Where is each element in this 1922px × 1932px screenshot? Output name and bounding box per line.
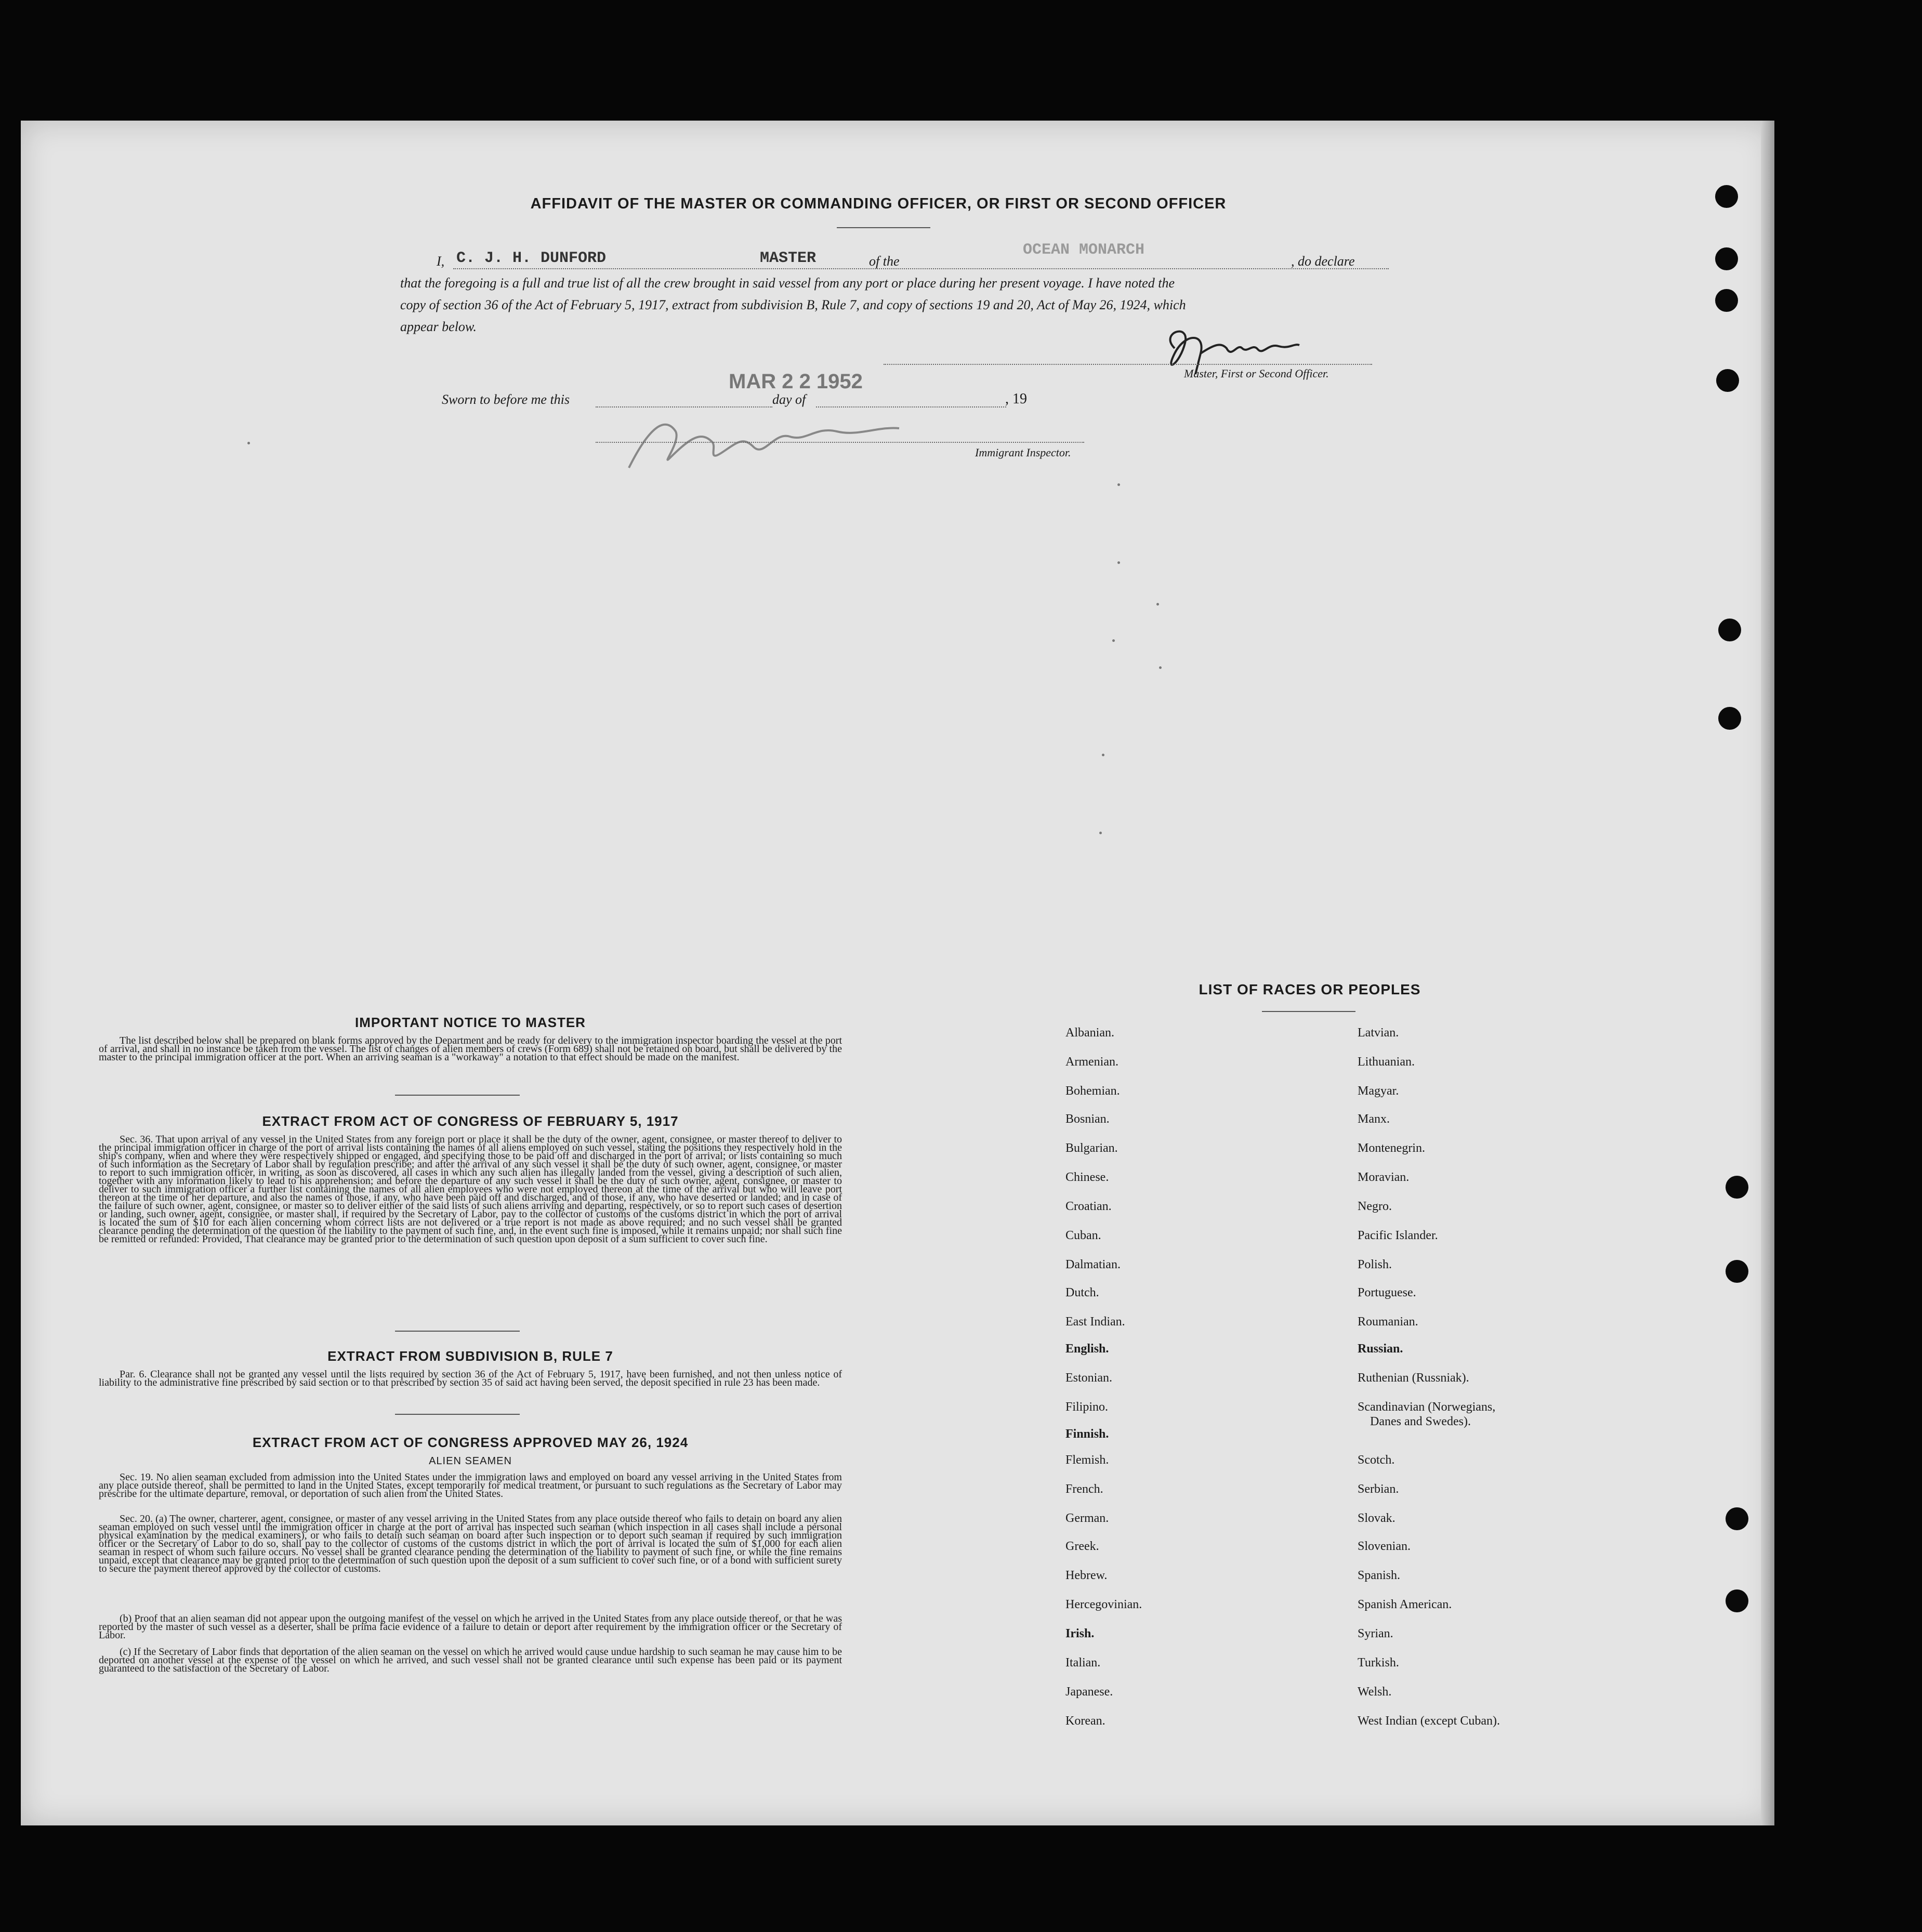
affidavit-line-3: copy of section 36 of the Act of February 5, 1917, extract from subdivision B, Rule 7, and copy of sections 19 and 20, Act of May 26, 1924, which <box>400 297 1186 312</box>
extract-rule7-divider <box>395 1414 520 1415</box>
race-item: Portuguese. <box>1358 1286 1416 1299</box>
punch-hole <box>1716 369 1739 392</box>
races-divider <box>1262 1011 1355 1012</box>
race-item: West Indian (except Cuban). <box>1358 1714 1500 1728</box>
vessel-name-field: OCEAN MONARCH <box>1023 241 1145 259</box>
affidavit-pronoun: I, <box>437 254 445 269</box>
of-the-label: of the <box>869 254 900 269</box>
signer-caption: Master, First or Second Officer. <box>1184 367 1329 380</box>
race-item: Bohemian. <box>1065 1084 1120 1098</box>
paper-speck <box>1102 754 1104 756</box>
paper-speck <box>1099 832 1102 834</box>
races-title: LIST OF RACES OR PEOPLES <box>1199 981 1421 997</box>
race-item: Latvian. <box>1358 1026 1399 1040</box>
race-item: Moravian. <box>1358 1171 1410 1184</box>
notice-body: The list described below shall be prepared on blank forms approved by the Department and be ready for delivery to the immigration inspector boarding the vessel at the port of arrival, and shall in no instance be taken from the vessel. The list of changes of alien members of crews (Form 689) shall not be retained on board, but shall be delivered by the master to the principal immigration officer at the port. When an arriving seaman is a "workaway" a notation to that effect should be made on the manifest. <box>99 1035 842 1063</box>
do-declare-label: , do declare <box>1291 254 1355 269</box>
race-item: Roumanian. <box>1358 1315 1418 1329</box>
race-item: Slovak. <box>1358 1512 1396 1525</box>
race-item: Welsh. <box>1358 1685 1392 1699</box>
race-item: Serbian. <box>1358 1482 1399 1496</box>
paper-speck <box>1156 603 1159 606</box>
race-item: Polish. <box>1358 1258 1392 1271</box>
race-item: Magyar. <box>1358 1084 1399 1098</box>
rank-field: MASTER <box>760 249 817 267</box>
punch-hole <box>1715 185 1738 208</box>
affidavit-line-4: appear below. <box>400 319 477 334</box>
race-item: Montenegrin. <box>1358 1141 1425 1155</box>
race-item: Slovenian. <box>1358 1540 1411 1553</box>
race-item: Irish. <box>1065 1627 1095 1640</box>
date-stamp: MAR 2 2 1952 <box>729 370 863 393</box>
race-item: Scandinavian (Norwegians, <box>1358 1400 1496 1414</box>
race-item: Filipino. <box>1065 1400 1109 1414</box>
extract-1917-title: EXTRACT FROM ACT OF CONGRESS OF FEBRUARY 5, 1917 <box>262 1113 679 1129</box>
sworn-label: Sworn to before me this <box>442 392 570 407</box>
day-of-label: day of <box>772 392 806 407</box>
race-item: Lithuanian. <box>1358 1055 1415 1069</box>
race-item: Negro. <box>1358 1200 1392 1213</box>
title-divider <box>837 227 930 228</box>
extract-1917-body: Sec. 36. That upon arrival of any vessel in the United States from any foreign port or place it shall be the duty of the owner, agent, consignee, or master thereof to deliver to the principal immigration officer in charge of the port of arrival lists containing the names of all aliens employed on such vessel, stating the positions they respectively hold in the ship's company, when and where they were respectively shipped or engaged, and specifying those to be paid off and discharged in the port of arrival; or lists containing so much of such information as the Secretary of Labor shall by regulation prescribe; and after the arrival of any such vessel it shall be the duty of such owner, agent, consignee, or master to report to such immigration officer, in writing, as soon as discovered, all cases in which any such alien has illegally landed from the vessel, giving a description of such alien, together with any information likely to lead to his apprehension; and before the departure of any such vessel it shall be the duty of such owner, agent, consignee, or master to deliver to such immigration officer a further list containing the names of all alien employees who were not employed thereon at the time of the arrival but who will leave port thereon at the time of her departure, and also the names of those, if any, who have been paid off and discharged, and of those, if any, who have deserted or landed; and in case of the failure of such owner, agent, consignee, or master so to deliver either of the said lists of such aliens arriving and departing, respectively, or so to report such cases of desertion or landing, such owner, agent, consignee, or master shall, if required by the Secretary of Labor, pay to the collector of customs of the customs district in which the port of arrival is located the sum of $10 for each alien concerning whom correct lists are not delivered or a true report is not made as above required; and no such vessel shall be granted clearance pending the determination of the question of the liability to the payment of such fine, and, in the event such fine is imposed, while it remains unpaid; nor shall such fine be remitted or refunded: Provided, That clearance may be granted prior to the determination of such question upon deposit of a sum sufficient to cover such fine. <box>99 1134 842 1245</box>
race-item: Greek. <box>1065 1540 1099 1553</box>
inspector-dotted-line <box>596 442 1084 443</box>
extract-1924-title: EXTRACT FROM ACT OF CONGRESS APPROVED MAY 26, 1924 <box>252 1435 689 1450</box>
race-item: French. <box>1065 1482 1103 1496</box>
race-item: Chinese. <box>1065 1171 1109 1184</box>
extract-1924-sec20c: (c) If the Secretary of Labor finds that deportation of the alien seaman on the vessel on which he arrived would cause undue hardship to such seaman he may cause him to be deported on another vessel at the expense of the vessel on which he arrived, and such vessel shall not be granted clearance until such expense has been paid or its payment guaranteed to the satisfaction of the Secretary of Labor. <box>99 1646 842 1674</box>
affidavit-line-2: that the foregoing is a full and true list of all the crew brought in said vessel from any port or place during her present voyage. I have noted the <box>400 275 1175 291</box>
extract-1924-sec20a: Sec. 20. (a) The owner, charterer, agent, consignee, or master of any vessel arriving in the United States from any place outside thereof who fails to detain on board any alien seaman employed on such vessel until the immigration officer in charge at the port of arrival has inspected such seaman (which inspection in all cases shall include a personal physical examination by the medical examiners), or who fails to detain such seaman on board after such inspection or to deport such seaman if required by such immigration officer or the Secretary of Labor to do so, shall pay to the collector of customs of the customs district in which the port of arrival is located the sum of $1,000 for each alien seaman in respect of whom such failure occurs. No vessel shall be granted clearance pending the determination of the liability to payment of such fine, or while the fine remains unpaid, except that clearance may be granted prior to the determination of such question upon the deposit of a sum sufficient to cover such fine, or of a bond with sufficient surety to secure the payment thereof approved by the collector of customs. <box>99 1513 842 1574</box>
race-item: Hercegovinian. <box>1065 1598 1142 1611</box>
paper-speck <box>1117 561 1120 564</box>
race-item: Dutch. <box>1065 1286 1099 1299</box>
punch-hole <box>1726 1260 1748 1283</box>
inspector-caption: Immigrant Inspector. <box>975 446 1071 459</box>
punch-hole <box>1726 1176 1748 1199</box>
race-item: Manx. <box>1358 1112 1390 1126</box>
paper-speck <box>247 442 250 444</box>
race-item: Cuban. <box>1065 1229 1101 1242</box>
race-item: English. <box>1065 1342 1109 1356</box>
punch-hole <box>1715 289 1738 312</box>
paper-speck <box>1112 639 1115 642</box>
punch-hole <box>1718 619 1741 641</box>
race-item: Estonian. <box>1065 1371 1112 1385</box>
name-dotted-line <box>453 268 1389 269</box>
extract-1924-sec19: Sec. 19. No alien seaman excluded from admission into the United States under the immigration laws and employed on board any vessel arriving in the United States from any place outside thereof, shall be permitted to land in the United States, except temporarily for medical treatment, or pursuant to such regulations as the Secretary of Labor may prescribe for the ultimate departure, removal, or deportation of such alien from the United States. <box>99 1471 842 1500</box>
master-name-field: C. J. H. DUNFORD <box>456 249 607 267</box>
paper-speck <box>1117 483 1120 486</box>
race-item: Dalmatian. <box>1065 1258 1121 1271</box>
punch-hole <box>1726 1589 1748 1612</box>
year-label: , 19 <box>1005 391 1027 407</box>
affidavit-title: AFFIDAVIT OF THE MASTER OR COMMANDING OFFICER, OR FIRST OR SECOND OFFICER <box>530 195 1227 212</box>
race-item: Scotch. <box>1358 1453 1395 1467</box>
punch-hole <box>1715 247 1738 270</box>
race-item: Flemish. <box>1065 1453 1109 1467</box>
race-item: German. <box>1065 1512 1109 1525</box>
race-item: Croatian. <box>1065 1200 1112 1213</box>
race-item: Spanish. <box>1358 1569 1401 1582</box>
race-item: Russian. <box>1358 1342 1403 1356</box>
race-item: Ruthenian (Russniak). <box>1358 1371 1469 1385</box>
race-item: Bulgarian. <box>1065 1141 1118 1155</box>
race-item: Syrian. <box>1358 1627 1393 1640</box>
race-item: Korean. <box>1065 1714 1105 1728</box>
extract-1924-subtitle: ALIEN SEAMEN <box>429 1455 512 1467</box>
paper-speck <box>1159 666 1162 669</box>
race-item: Italian. <box>1065 1656 1101 1670</box>
race-item: Danes and Swedes). <box>1370 1415 1471 1428</box>
notice-title: IMPORTANT NOTICE TO MASTER <box>355 1015 586 1030</box>
extract-rule7-body: Par. 6. Clearance shall not be granted any vessel until the lists required by section 36 of the Act of February 5, 1917, have been furnished, and not then unless notice of liability to the administrative fine prescribed by said section or to that prescribed by section 35 of said act having been served, the deposit specified in rule 23 has been made. <box>99 1369 842 1388</box>
race-item: East Indian. <box>1065 1315 1125 1329</box>
inspector-signature <box>618 405 910 483</box>
race-item: Armenian. <box>1065 1055 1118 1069</box>
extract-1924-sec20b: (b) Proof that an alien seaman did not appear upon the outgoing manifest of the vessel on which he arrived in the United States from any place outside thereof, or that he was reported by the master of such vessel as a deserter, shall be prima facie evidence of a failure to detain or deport after requirement by the immigration officer or the Secretary of Labor. <box>99 1613 842 1641</box>
signature-dotted-line <box>884 364 1372 365</box>
notice-divider <box>395 1095 520 1096</box>
punch-hole <box>1718 707 1741 730</box>
race-item: Spanish American. <box>1358 1598 1452 1611</box>
extract-1917-divider <box>395 1331 520 1332</box>
race-item: Turkish. <box>1358 1656 1399 1670</box>
race-item: Hebrew. <box>1065 1569 1108 1582</box>
race-item: Bosnian. <box>1065 1112 1110 1126</box>
race-item: Pacific Islander. <box>1358 1229 1438 1242</box>
race-item: Finnish. <box>1065 1427 1109 1441</box>
extract-rule7-title: EXTRACT FROM SUBDIVISION B, RULE 7 <box>327 1348 613 1364</box>
race-item: Albanian. <box>1065 1026 1114 1040</box>
punch-hole <box>1726 1507 1748 1530</box>
race-item: Japanese. <box>1065 1685 1113 1699</box>
